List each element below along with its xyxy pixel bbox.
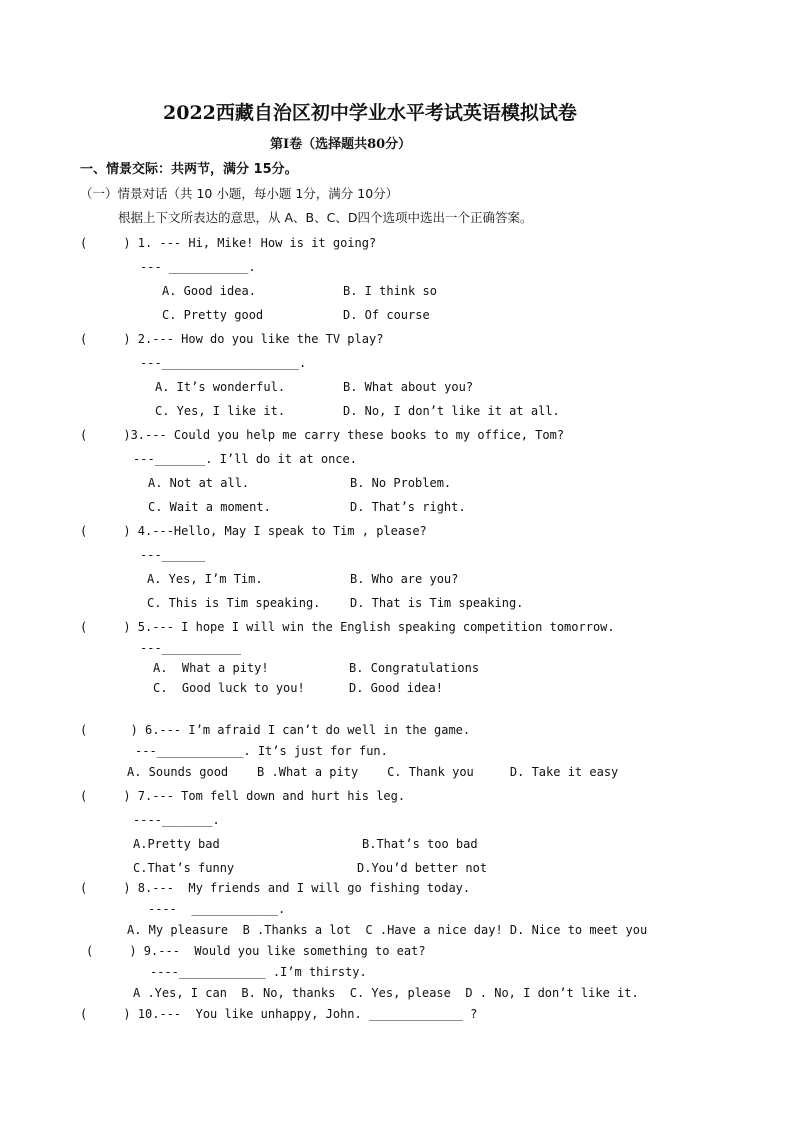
question-3-option-a: A. Not at all. <box>148 476 250 490</box>
question-4-option-d: D. That is Tim speaking. <box>350 596 524 610</box>
question-4-option-b: B. Who are you? <box>350 572 459 586</box>
volume-heading: 第Ⅰ卷（选择题共80分） <box>270 137 412 152</box>
question-8-options: A. My pleasure B .Thanks a lot C .Have a nice day! D. Nice to meet you <box>127 923 648 937</box>
question-2-option-a: A. It’s wonderful. <box>155 380 286 394</box>
question-2-option-c: C. Yes, I like it. <box>155 404 286 418</box>
instruction-text: 根据上下文所表达的意思，从 A、B、C、D四个选项中选出一个正确答案。 <box>118 210 533 225</box>
question-2-reply: ---___________________. <box>140 356 307 370</box>
question-1-option-b: B. I think so <box>343 284 437 298</box>
question-8-reply: ---- ____________. <box>148 902 286 916</box>
question-5-stem: ( ) 5.--- I hope I will win the English speaking competition tomorrow. <box>80 620 615 634</box>
question-6-stem: ( ) 6.--- I’m afraid I can’t do well in the game. <box>80 723 471 737</box>
section-heading: 一、情景交际：共两节，满分 15分。 <box>80 162 298 177</box>
part-heading: （一）情景对话（共 10 小题，每小题 1分，满分 10分） <box>80 186 399 201</box>
question-3-stem: ( )3.--- Could you help me carry these books to my office, Tom? <box>80 428 565 442</box>
question-10-stem: ( ) 10.--- You like unhappy, John. _____________ ? <box>80 1007 478 1021</box>
question-1-option-c: C. Pretty good <box>162 308 264 322</box>
question-6-reply: ---____________. It’s just for fun. <box>135 744 388 758</box>
question-6-options: A. Sounds good B .What a pity C. Thank you D. Take it easy <box>127 765 619 779</box>
question-4-stem: ( ) 4.---Hello, May I speak to Tim , please? <box>80 524 427 538</box>
exam-title: 2022西藏自治区初中学业水平考试英语模拟试卷 <box>163 102 577 124</box>
question-7-option-c: C.That’s funny <box>133 861 235 875</box>
question-5-option-b: B. Congratulations <box>349 661 480 675</box>
question-9-options: A .Yes, I can B. No, thanks C. Yes, please D . No, I don’t like it. <box>133 986 639 1000</box>
question-3-option-b: B. No Problem. <box>350 476 452 490</box>
question-3-reply: ---_______. I’ll do it at once. <box>133 452 357 466</box>
question-4-option-c: C. This is Tim speaking. <box>147 596 321 610</box>
question-7-option-a: A.Pretty bad <box>133 837 220 851</box>
question-5-reply: ---___________ <box>140 641 242 655</box>
question-7-reply: ----_______. <box>133 813 220 827</box>
question-9-reply: ----____________ .I’m thirsty. <box>150 965 367 979</box>
question-8-stem: ( ) 8.--- My friends and I will go fishing today. <box>80 881 471 895</box>
question-1-option-a: A. Good idea. <box>162 284 256 298</box>
question-7-option-b: B.That’s too bad <box>362 837 478 851</box>
question-1-stem: ( ) 1. --- Hi, Mike! How is it going? <box>80 236 377 250</box>
question-5-option-c: C. Good luck to you! <box>153 681 305 695</box>
question-7-stem: ( ) 7.--- Tom fell down and hurt his leg. <box>80 789 406 803</box>
question-4-option-a: A. Yes, I’m Tim. <box>147 572 263 586</box>
question-7-option-d: D.You’d better not <box>357 861 488 875</box>
question-1-reply: --- ___________. <box>140 260 256 274</box>
question-3-option-d: D. That’s right. <box>350 500 466 514</box>
question-2-option-d: D. No, I don’t like it at all. <box>343 404 560 418</box>
question-2-option-b: B. What about you? <box>343 380 474 394</box>
question-5-option-d: D. Good idea! <box>349 681 443 695</box>
question-1-option-d: D. Of course <box>343 308 430 322</box>
question-5-option-a: A. What a pity! <box>153 661 269 675</box>
question-3-option-c: C. Wait a moment. <box>148 500 271 514</box>
question-2-stem: ( ) 2.--- How do you like the TV play? <box>80 332 384 346</box>
question-4-reply: ---______ <box>140 548 206 562</box>
question-9-stem: ( ) 9.--- Would you like something to eat? <box>86 944 426 958</box>
